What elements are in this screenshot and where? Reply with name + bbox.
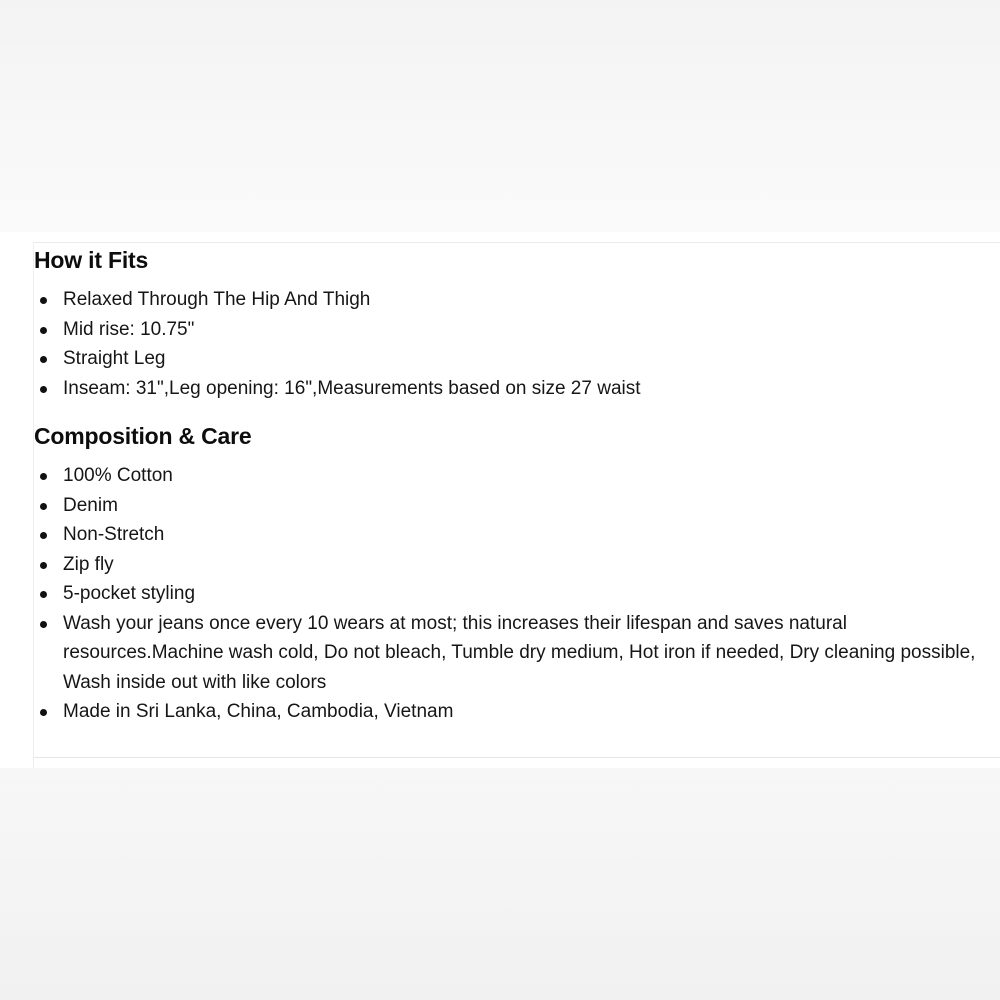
composition-care-section	[34, 421, 984, 727]
bullet-icon	[40, 386, 47, 393]
list-item-text: Inseam: 31",Leg opening: 16",Measurements based on size 27 waist	[63, 377, 641, 399]
list-item-text: Non-Stretch	[63, 524, 165, 545]
list-item	[34, 579, 984, 609]
composition-care-list	[34, 461, 984, 727]
list-item-text: Zip fly	[63, 553, 114, 575]
bullet-icon	[40, 327, 47, 334]
list-item	[34, 491, 984, 521]
list-item	[34, 461, 984, 491]
list-item	[34, 315, 984, 345]
bullet-icon	[40, 473, 47, 480]
list-item-text: Made in Sri Lanka, China, Cambodia, Vietnam	[63, 701, 454, 722]
bullet-icon	[40, 709, 47, 716]
list-item-text: Denim	[63, 494, 118, 516]
bullet-icon	[40, 356, 47, 363]
list-item-text: Straight Leg	[63, 348, 166, 369]
list-item-text: 5-pocket styling	[63, 583, 196, 604]
list-item-text: Relaxed Through The Hip And Thigh	[63, 289, 371, 310]
panel-bottom-divider	[34, 757, 1000, 758]
list-item	[34, 285, 984, 315]
list-item	[34, 697, 984, 727]
product-details-panel	[0, 232, 1000, 768]
bullet-icon	[40, 503, 47, 510]
bullet-icon	[40, 562, 47, 569]
composition-care-heading: Composition & Care	[34, 423, 252, 449]
bullet-icon	[40, 621, 47, 628]
background-top	[0, 0, 1000, 232]
list-item	[34, 609, 984, 698]
background-bottom	[0, 768, 1000, 1000]
list-item	[34, 520, 984, 550]
details-content	[34, 244, 984, 727]
panel-top-divider	[34, 242, 1000, 243]
list-item	[34, 374, 984, 404]
how-it-fits-list	[34, 285, 984, 403]
bullet-icon	[40, 297, 47, 304]
list-item	[34, 344, 984, 374]
list-item	[34, 550, 984, 580]
bullet-icon	[40, 591, 47, 598]
list-item-text: Wash your jeans once every 10 wears at most; this increases their lifespan and saves natural resources.Machine wash cold, Do not bleach, Tumble dry medium, Hot iron if needed, Dry cleaning possible, Wash inside out with like colors	[63, 612, 976, 693]
how-it-fits-section	[34, 245, 984, 403]
how-it-fits-heading: How it Fits	[34, 247, 149, 273]
list-item-text: Mid rise: 10.75"	[63, 318, 195, 340]
bullet-icon	[40, 532, 47, 539]
list-item-text: 100% Cotton	[63, 465, 173, 486]
